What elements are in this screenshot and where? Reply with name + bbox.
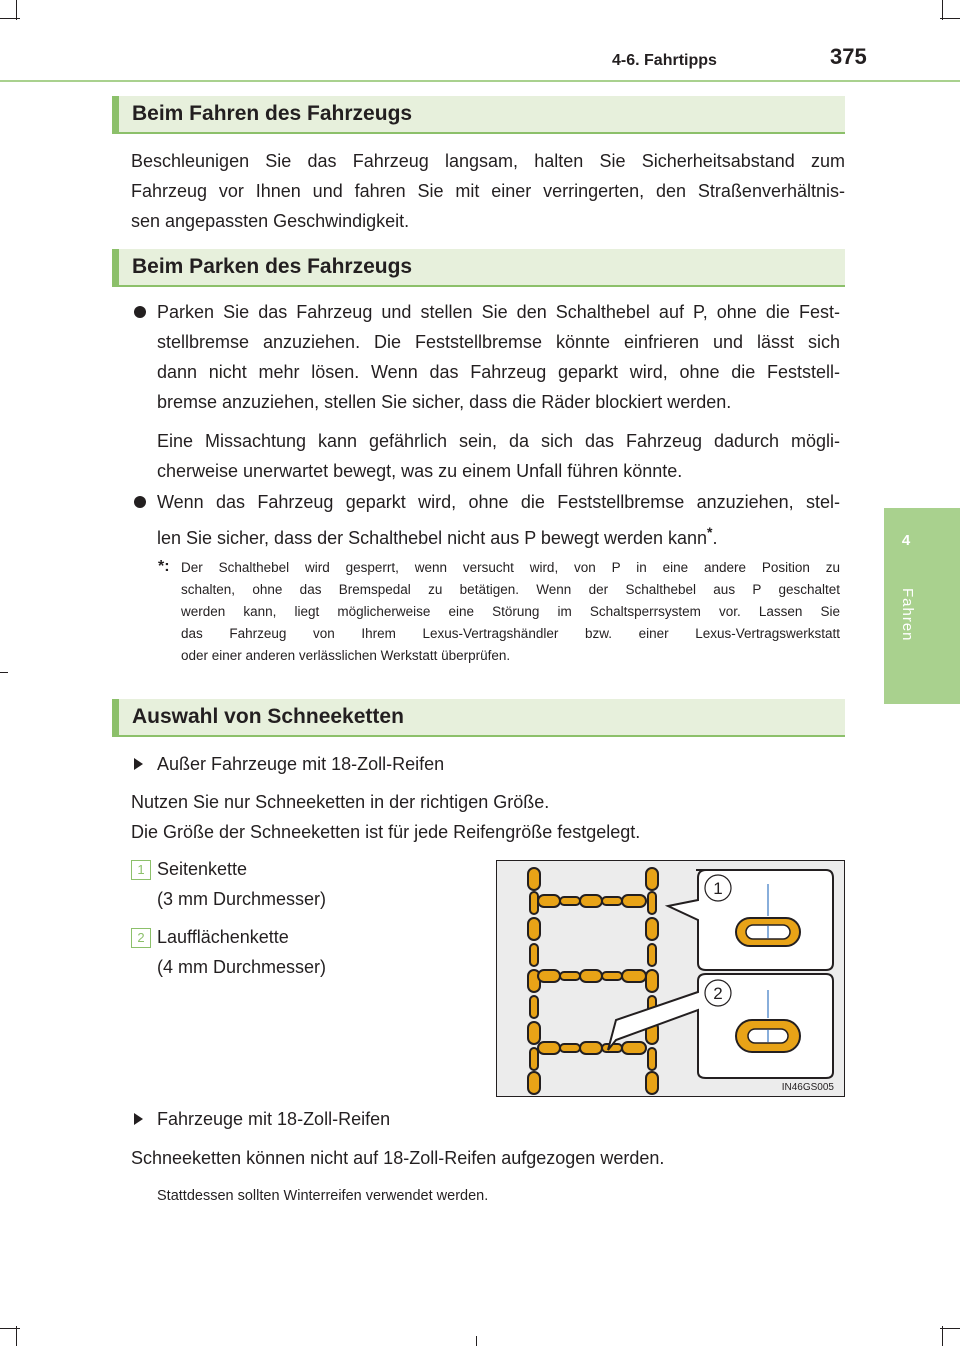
text-line: len Sie sicher, dass der Schalthebel nicht aus P bewegt werden kann [157, 528, 708, 548]
text-line: bremse anzuziehen, stellen Sie sicher, dass die Räder blockiert werden. [157, 392, 732, 412]
parking-bullet-1 [157, 297, 840, 417]
page-number: 375 [830, 44, 867, 69]
parking-note [157, 426, 840, 486]
item-name: Seitenkette [157, 859, 248, 879]
driving-paragraph [131, 146, 845, 236]
chapter-number: 4 [901, 532, 911, 549]
item-number-badge: 2 [131, 928, 151, 948]
callout-label-1: 1 [713, 879, 723, 898]
text-line: sen angepassten Geschwindigkeit. [131, 211, 410, 231]
chains-statement: Schneeketten können nicht auf 18-Zoll-Reifen aufgezogen werden. [131, 1148, 665, 1168]
section-heading-parking [112, 249, 845, 287]
crop-mark [940, 1328, 960, 1329]
item-detail: (4 mm Durchmesser) [157, 957, 327, 977]
tread-chain-3 [538, 1042, 646, 1054]
crop-mark [16, 1326, 17, 1346]
text-line: Fahrzeug vor Ihnen und fahren Sie mit einer verringerten, den Straßenverhältnis- [131, 181, 845, 201]
footnote-text [181, 557, 840, 667]
text-line: stellbremse anzuziehen. Die Feststellbremse könnte einfrieren und lässt sich [157, 332, 840, 352]
chapter-tab [884, 508, 960, 704]
text-line: Nutzen Sie nur Schneeketten in der richtigen Größe. [131, 792, 550, 812]
section-title: Beim Fahren des Fahrzeugs [132, 102, 413, 125]
illustration-code: IN46GS005 [781, 1082, 834, 1093]
text-line: das Fahrzeug von Ihrem Lexus-Vertragshändler bzw. einer Lexus-Vertragswerkstatt [181, 626, 840, 641]
text-line: Eine Missachtung kann gefährlich sein, da sich das Fahrzeug dadurch mögli- [157, 431, 840, 451]
chain-item-1 [157, 854, 326, 914]
snow-chain-illustration [496, 860, 845, 1097]
section-title: Auswahl von Schneeketten [132, 705, 404, 728]
footnote-marker: *: [158, 558, 170, 575]
side-chain-right [646, 868, 658, 1094]
text-line: dann nicht mehr lösen. Wenn das Fahrzeug geparkt wird, ohne die Feststell- [157, 362, 840, 382]
triangle-bullet-icon [134, 758, 143, 770]
item-name: Laufflächenkette [157, 927, 289, 947]
crop-mark [0, 18, 20, 19]
crop-mark [0, 672, 8, 673]
bullet-icon [134, 306, 146, 318]
text-line: Wenn das Fahrzeug geparkt wird, ohne die Feststellbremse anzuziehen, stel- [157, 492, 840, 512]
footnote-asterisk: * [707, 524, 713, 540]
section-heading-driving [112, 96, 845, 134]
section-title: Beim Parken des Fahrzeugs [132, 255, 413, 278]
crop-mark [16, 0, 17, 20]
crop-mark [942, 1326, 943, 1346]
text-line: cherweise unerwartet bewegt, was zu einem Unfall führen könnte. [157, 461, 683, 481]
item-number-badge: 1 [131, 860, 151, 880]
crop-mark [476, 1336, 477, 1346]
chains-intro [131, 787, 845, 847]
callout-label-2: 2 [713, 984, 723, 1003]
crop-mark [0, 1328, 20, 1329]
triangle-bullet-icon [134, 1113, 143, 1125]
text-line-with-asterisk: len Sie sicher, dass der Schalthebel nicht aus P bewegt werden kann*. [157, 524, 718, 548]
crop-mark [940, 18, 960, 19]
text-line: oder einer anderen verlässlichen Werkstatt überprüfen. [181, 648, 511, 663]
crop-mark [942, 0, 943, 20]
subheading-non-18: Außer Fahrzeuge mit 18-Zoll-Reifen [157, 754, 445, 774]
text-line: Parken Sie das Fahrzeug und stellen Sie den Schalthebel auf P, ohne die Fest- [157, 302, 840, 322]
chain-item-2 [157, 922, 326, 982]
chains-hint: Stattdessen sollten Winterreifen verwendet werden. [157, 1188, 489, 1204]
chapter-label: Fahren [899, 588, 916, 642]
text-line: Die Größe der Schneeketten ist für jede Reifengröße festgelegt. [131, 822, 641, 842]
tread-chain-2 [538, 970, 646, 982]
section-heading-chains [112, 699, 845, 737]
parking-bullet-2 [157, 487, 840, 553]
text-line: schalten, ohne das Bremspedal zu betätigen. Wenn der Schalthebel aus P geschaltet [181, 582, 840, 597]
header-section-title: 4-6. Fahrtipps [612, 52, 717, 69]
text-line: werden kann, liegt möglicherweise eine Störung im Schaltsperrsystem vor. Lassen Sie [181, 604, 840, 619]
text-line: Beschleunigen Sie das Fahrzeug langsam, halten Sie Sicherheitsabstand zum [131, 151, 845, 171]
tread-chain-1 [538, 895, 646, 907]
header-rule [0, 80, 960, 82]
bullet-icon [134, 496, 146, 508]
text-line: Der Schalthebel wird gesperrt, wenn versucht wird, von P in eine andere Position zu [181, 560, 840, 575]
item-detail: (3 mm Durchmesser) [157, 889, 327, 909]
subheading-18: Fahrzeuge mit 18-Zoll-Reifen [157, 1109, 391, 1129]
